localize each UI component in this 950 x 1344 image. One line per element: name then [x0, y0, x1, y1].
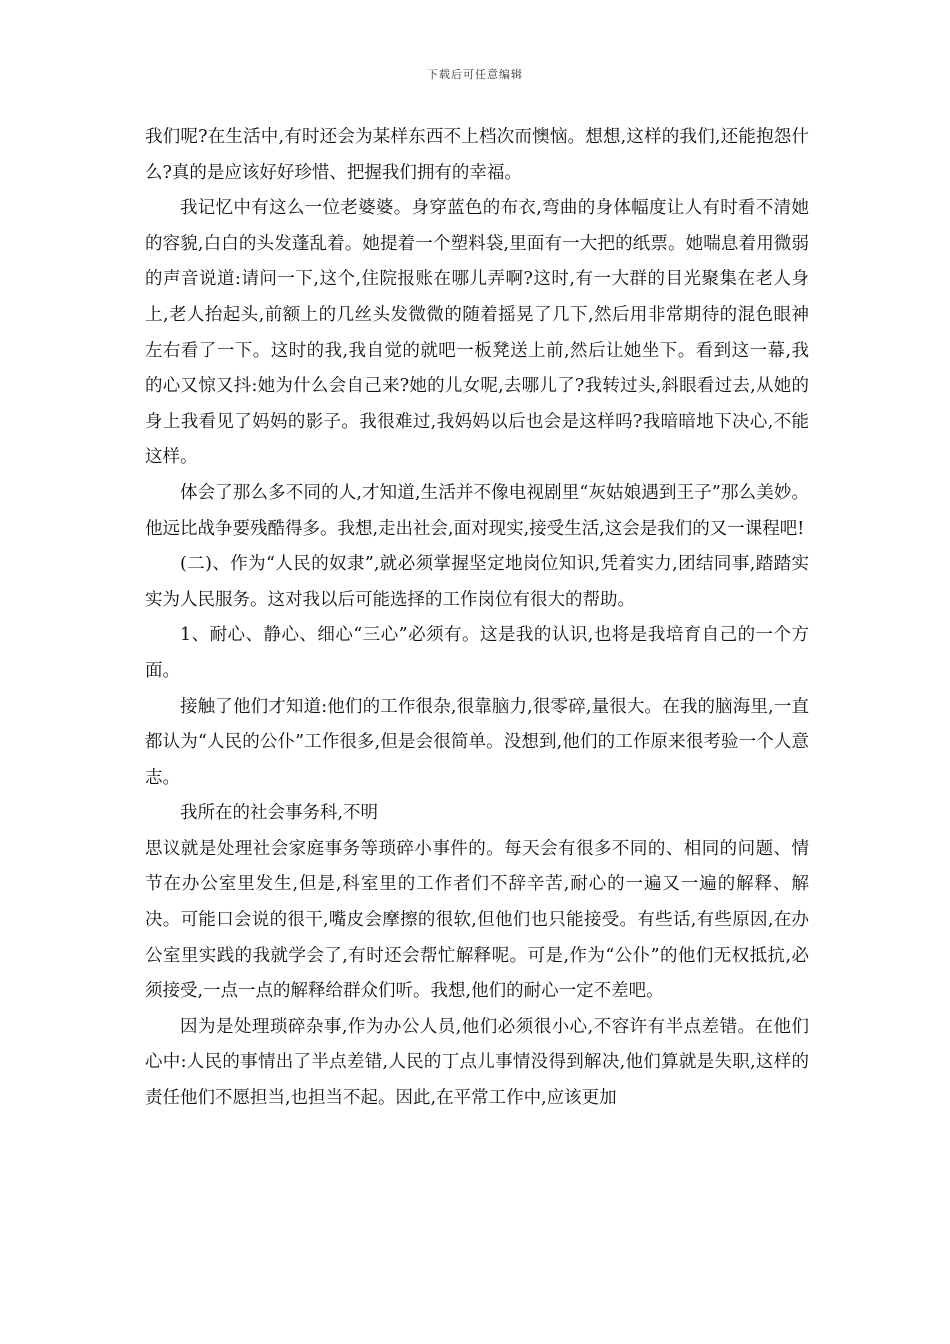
paragraph: 接触了他们才知道:他们的工作很杂,很靠脑力,很零碎,量很大。在我的脑海里,一直都认为“人民的公仆”工作很多,但是会很简单。没想到,他们的工作原来很考验一个人意志。: [145, 696, 809, 788]
paragraph: 因为是处理琐碎杂事,作为办公人员,他们必须很小心,不容许有半点差错。在他们心中:人民的事情出了半点差错,人民的丁点儿事情没得到解决,他们算就是失职,这样的责任他们不愿担当,也担当不起。因此,在平常工作中,应该更加: [145, 1016, 809, 1109]
paragraph: 我们呢?在生活中,有时还会为某样东西不上档次而懊恼。想想,这样的我们,还能抱怨什么?真的是应该好好珍惜、把握我们拥有的幸福。: [145, 127, 809, 183]
document-body: [145, 120, 809, 1117]
paragraph: 体会了那么多不同的人,才知道,生活并不像电视剧里“灰姑娘遇到王子”那么美妙。他远比战争要残酷得多。我想,走出社会,面对现实,接受生活,这会是我们的又一课程吧!: [145, 482, 809, 539]
paragraph: 思议就是处理社会家庭事务等琐碎小事件的。每天会有很多不同的、相同的问题、情节在办公室里发生,但是,科室里的工作者们不辞辛苦,耐心的一遍又一遍的解释、解决。可能口会说的很干,嘴皮会摩擦的很软,但他们也只能接受。有些话,有些原因,在办公室里实践的我就学会了,有时还会帮忙解释呢。可是,作为“公仆”的他们无权抵抗,必须接受,一点一点的解释给群众们听。我想,他们的耐心一定不差吧。: [145, 838, 809, 1002]
paragraph: 1、耐心、静心、细心“三心”必须有。这是我的认识,也将是我培育自己的一个方面。: [145, 625, 809, 681]
page-header: 下载后可任意编辑: [427, 68, 523, 81]
paragraph: 我所在的社会事务科,不明: [180, 803, 379, 824]
paragraph: (二)、作为“人民的奴隶”,就必须掌握坚定地岗位知识,凭着实力,团结同事,踏踏实实为人民服务。这对我以后可能选择的工作岗位有很大的帮助。: [145, 554, 809, 610]
paragraph: 我记忆中有这么一位老婆婆。身穿蓝色的布衣,弯曲的身体幅度让人有时看不清她的容貌,白白的头发蓬乱着。她提着一个塑料袋,里面有一大把的纸票。她喘息着用微弱的声音说道:请问一下,这个,住院报账在哪儿弄啊?这时,有一大群的目光聚集在老人身上,老人抬起头,前额上的几丝头发微微的随着摇晃了几下,然后用非常期待的混色眼神左右看了一下。这时的我,我自觉的就吧一板凳送上前,然后让她坐下。看到这一幕,我的心又惊又抖:她为什么会自己来?她的儿女呢,去哪儿了?我转过头,斜眼看过去,从她的身上我看见了妈妈的影子。我很难过,我妈妈以后也会是这样吗?我暗暗地下决心,不能这样。: [145, 198, 809, 468]
